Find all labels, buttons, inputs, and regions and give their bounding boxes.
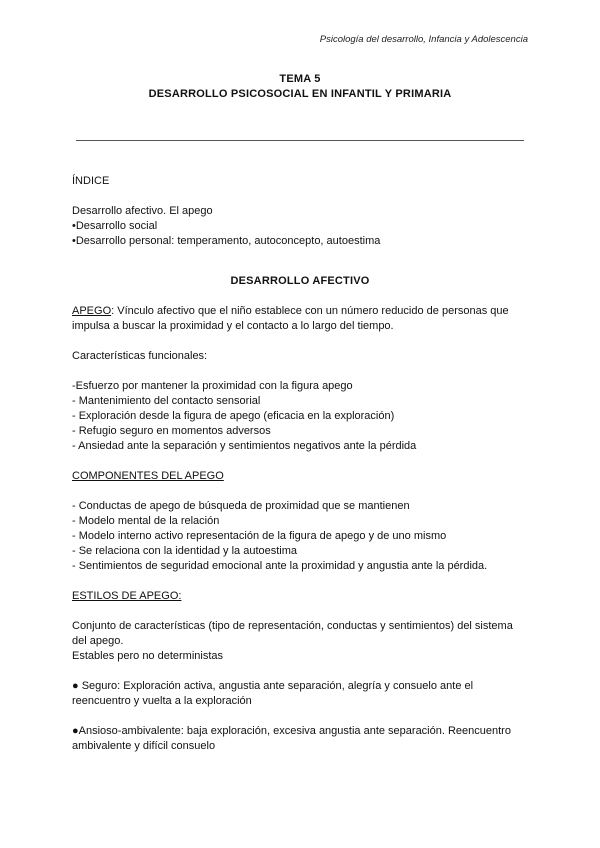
- functional-item: - Exploración desde la figura de apego (eficacia en la exploración): [72, 410, 395, 422]
- styles-intro-note: Estables pero no deterministas: [72, 650, 224, 662]
- styles-heading: ESTILOS DE APEGO:: [72, 590, 182, 602]
- functional-item: - Ansiedad ante la separación y sentimientos negativos ante la pérdida: [72, 440, 417, 452]
- components-item: - Modelo interno activo representación de la figura de apego y de uno mismo: [72, 530, 447, 542]
- functional-item: - Refugio seguro en momentos adversos: [72, 425, 271, 437]
- document-body: [72, 174, 528, 754]
- index-item: •Desarrollo personal: temperamento, autoconcepto, autoestima: [72, 235, 381, 247]
- apego-term: APEGO: [72, 305, 112, 317]
- apego-definition: [72, 304, 528, 334]
- functional-heading: Características funcionales:: [72, 350, 208, 362]
- components-item: - Se relaciona con la identidad y la autoestima: [72, 545, 298, 557]
- components-item: - Sentimientos de seguridad emocional ante la proximidad y angustia ante la pérdida.: [72, 560, 488, 572]
- components-heading: COMPONENTES DEL APEGO: [72, 470, 224, 482]
- style-secure: ● Seguro: Exploración activa, angustia ante separación, alegría y consuelo ante el reencuentro y vuelta a la exploración: [72, 680, 474, 707]
- horizontal-divider: [76, 140, 524, 141]
- style-ambivalent: ●Ansioso-ambivalente: baja exploración, excesiva angustia ante separación. Reencuentro ambivalente y difícil consuelo: [72, 725, 511, 752]
- running-header: Psicología del desarrollo, Infancia y Adolescencia: [319, 34, 528, 45]
- topic-number: TEMA 5: [279, 73, 321, 85]
- functional-item: -Esfuerzo por mantener la proximidad con la figura apego: [72, 380, 353, 392]
- functional-item: - Mantenimiento del contacto sensorial: [72, 395, 261, 407]
- index-item: •Desarrollo social: [72, 220, 158, 232]
- section-heading: DESARROLLO AFECTIVO: [230, 275, 370, 287]
- styles-intro: Conjunto de características (tipo de representación, conductas y sentimientos) del sistema del apego.: [72, 620, 513, 647]
- apego-definition-text: : Vínculo afectivo que el niño establece con un número reducido de personas que impulsa a buscar la proximidad y el contacto a lo largo del tiempo.: [72, 305, 509, 332]
- index-item: Desarrollo afectivo. El apego: [72, 205, 213, 217]
- components-item: - Modelo mental de la relación: [72, 515, 220, 527]
- title-block: [0, 72, 600, 102]
- index-heading: ÍNDICE: [72, 175, 110, 187]
- components-item: - Conductas de apego de búsqueda de proximidad que se mantienen: [72, 500, 410, 512]
- document-title: DESARROLLO PSICOSOCIAL EN INFANTIL Y PRIMARIA: [148, 88, 452, 100]
